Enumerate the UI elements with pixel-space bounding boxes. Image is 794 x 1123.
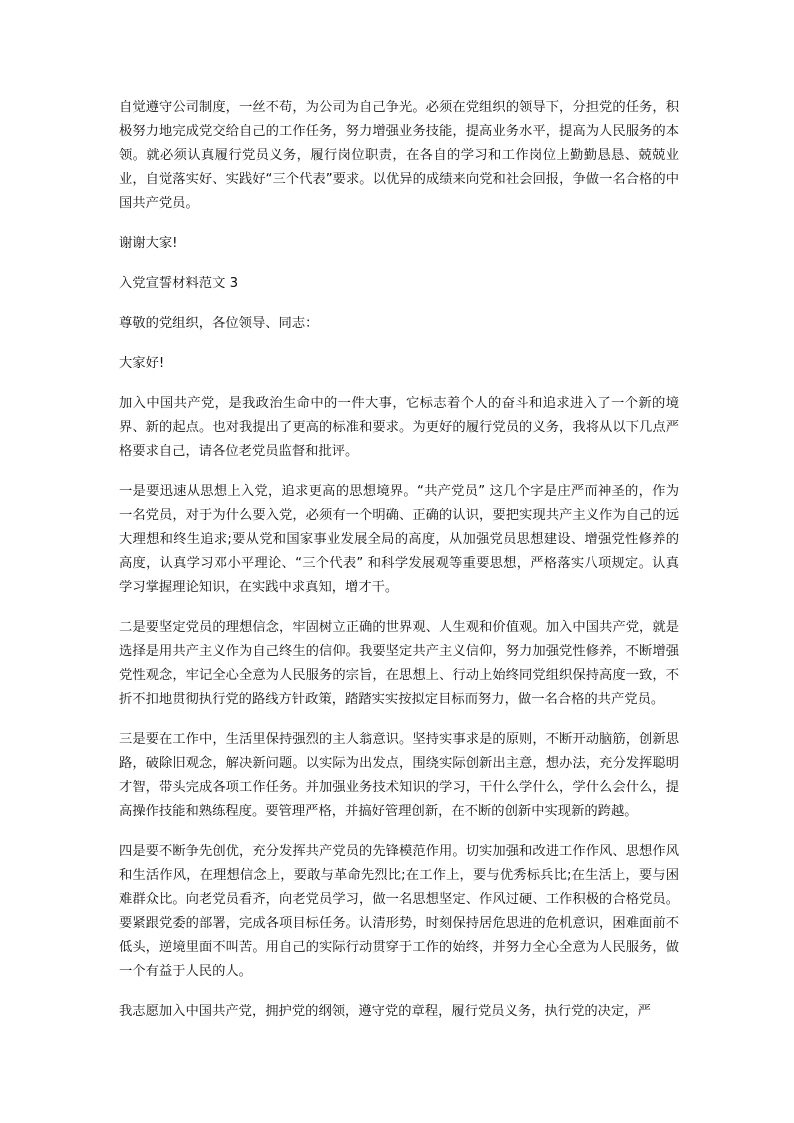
point-four-paragraph: 四是要不断争先创优，充分发挥共产党员的先锋模范作用。切实加强和改进工作作风、思想作风和生活作风，在理想信念上，要敢与革命先烈比;在工作上，要与优秀标兵比;在生活上，要与困难群众比。向老党员看齐，向老党员学习，做一名思想坚定、作风过硬、工作积极的合格党员。要紧跟党委的部署，完成各项目标任务。认清形势，时刻保持居危思进的危机意识，困难面前不低头，逆境里面不叫苦。用自己的实际行动贯穿于工作的始终，并努力全心全意为人民服务，做一个有益于人民的人。 bbox=[119, 844, 679, 979]
section-heading: 入党宣誓材料范文 3 bbox=[119, 276, 239, 291]
document-page bbox=[119, 96, 679, 1040]
point-one-paragraph: 一是要迅速从思想上入党，追求更高的思想境界。“共产党员” 这几个字是庄严而神圣的，作为一名党员，对于为什么要入党，必须有一个明确、正确的认识，要把实现共产主义作为自己的远大理想和终生追求;要从党和国家事业发展全局的高度，从加强党员思想建设、增强党性修养的高度，认真学习邓小平理论、“三个代表” 和科学发展观等重要思想，严格落实八项规定。认真学习掌握理论知识，在实践中求真知，增才干。 bbox=[119, 484, 679, 595]
salutation: 尊敬的党组织，各位领导、同志： bbox=[119, 316, 319, 331]
greeting: 大家好! bbox=[119, 356, 165, 371]
point-three-paragraph: 三是要在工作中，生活里保持强烈的主人翁意识。坚持实事求是的原则，不断开动脑筋，创新思路，破除旧观念，解决新问题。以实际为出发点，围绕实际创新出主意，想办法，充分发挥聪明才智，带头完成各项工作任务。并加强业务技术知识的学习，干什么学什么，学什么会什么，提高操作技能和熟练程度。要管理严格，并搞好管理创新，在不断的创新中实现新的跨越。 bbox=[119, 732, 679, 819]
intro-paragraph: 加入中国共产党，是我政治生命中的一件大事，它标志着个人的奋斗和追求进入了一个新的境界、新的起点。也对我提出了更高的标准和要求。为更好的履行党员的义务，我将从以下几点严格要求自己，请各位老党员监督和批评。 bbox=[119, 396, 679, 459]
pledge-paragraph: 我志愿加入中国共产党，拥护党的纲领，遵守党的章程，履行党员义务，执行党的决定，严 bbox=[119, 1004, 651, 1019]
point-two-paragraph: 二是要坚定党员的理想信念，牢固树立正确的世界观、人生观和价值观。加入中国共产党，就是选择是用共产主义作为自己终生的信仰。我要坚定共产主义信仰，努力加强党性修养，不断增强党性观念，牢记全心全意为人民服务的宗旨，在思想上、行动上始终同党组织保持高度一致，不折不扣地贯彻执行党的路线方针政策，踏踏实实按拟定目标而努力，做一名合格的共产党员。 bbox=[119, 620, 679, 707]
closing-paragraph: 自觉遵守公司制度，一丝不苟，为公司为自己争光。必须在党组织的领导下，分担党的任务，积极努力地完成党交给自己的工作任务，努力增强业务技能，提高业务水平，提高为人民服务的本领。就必须认真履行党员义务，履行岗位职责，在各自的学习和工作岗位上勤勤恳恳、兢兢业业，自觉落实好、实践好“三个代表”要求。以优异的成绩来向党和社会回报，争做一名合格的中国共产党员。 bbox=[119, 100, 679, 211]
thanks-line: 谢谢大家! bbox=[119, 236, 178, 251]
